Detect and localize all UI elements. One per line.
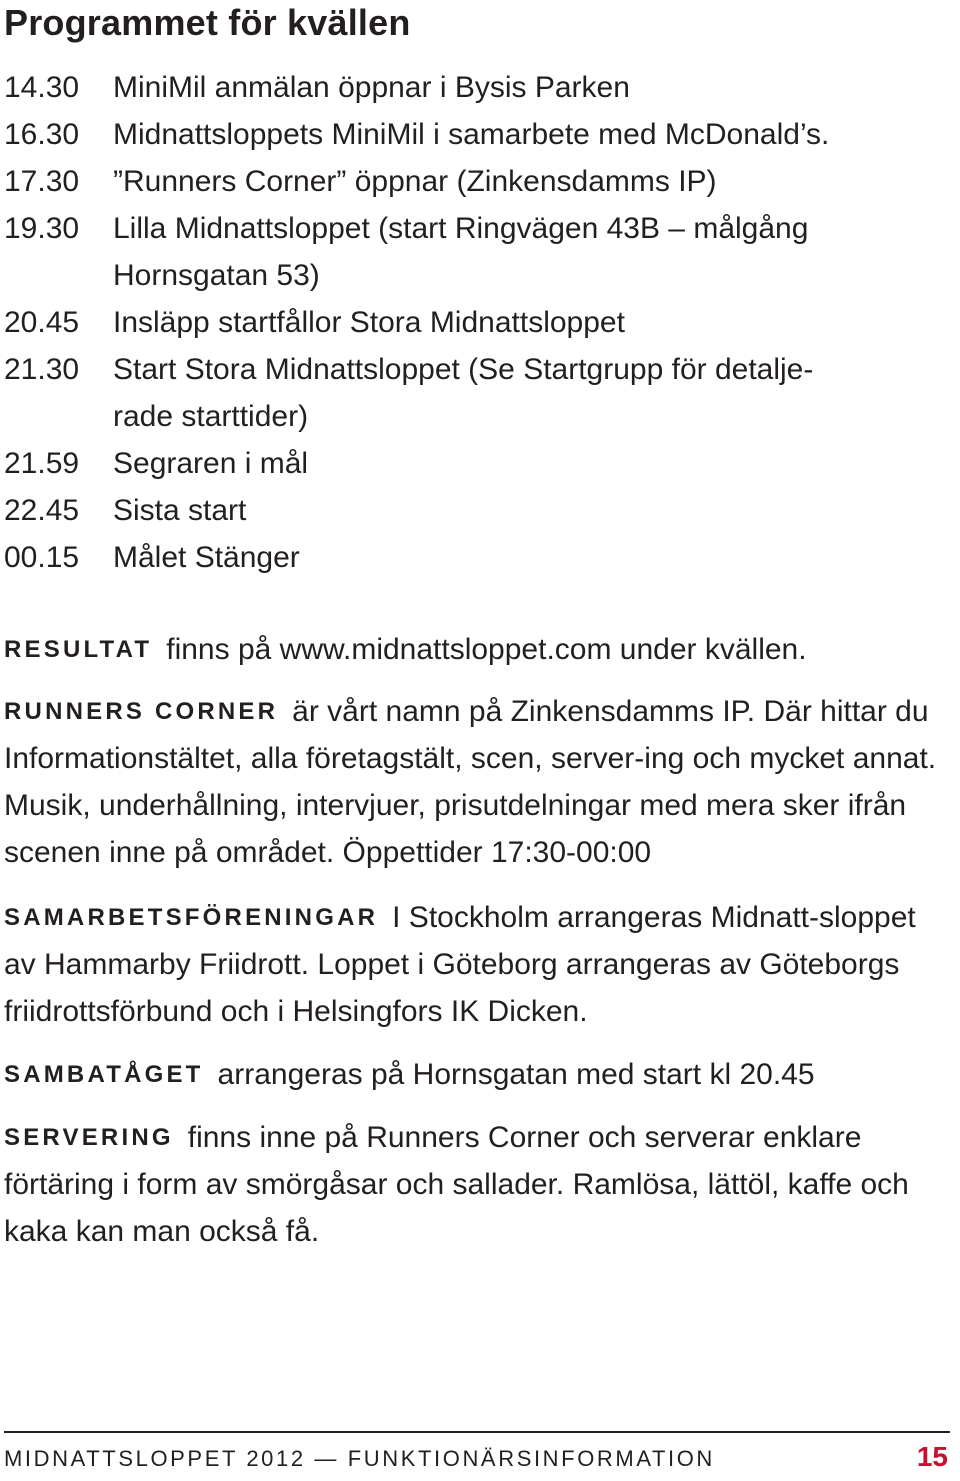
schedule-item [4,534,954,581]
footer-row [4,1441,950,1473]
info-sections [4,626,954,1255]
section-text: arrangeras på Hornsgatan med start kl 20.45 [217,1058,815,1091]
schedule-time: 17.30 [4,165,80,198]
schedule-item [4,487,954,534]
schedule-description: Målet Stänger [113,541,300,574]
schedule-time: 19.30 [4,212,80,245]
schedule-time: 00.15 [4,541,80,574]
schedule-description: ”Runners Corner” öppnar (Zinkensdamms IP) [113,165,717,198]
footer-title: MIDNATTSLOPPET 2012 — FUNKTIONÄRSINFORMATION [4,1446,715,1471]
section-servering [4,1114,954,1255]
schedule-time: 21.30 [4,353,80,386]
page-title: Programmet för kvällen [4,2,411,43]
page-number: 15 [916,1441,948,1472]
document-page [4,0,954,1255]
schedule-item [4,64,954,111]
section-text: är vårt namn på Zinkensdamms IP. Där hittar du Informationstältet, alla företagstält, scen, server-ing och mycket annat. Musik, underhållning, intervjuer, prisutdelningar med mera sker ifrån scenen inne på området. Öppettider 17:30-00:00 [4,695,937,869]
schedule-description: MiniMil anmälan öppnar i Bysis Parken [113,71,630,104]
schedule-item [4,158,954,205]
section-heading: RESULTAT [4,636,153,663]
section-sambataget [4,1051,954,1098]
schedule-description: Lilla Midnattsloppet (start Ringvägen 43B – målgång Hornsgatan 53) [113,212,809,292]
schedule-description: Sista start [113,494,247,527]
section-heading: SERVERING [4,1124,174,1151]
schedule-item [4,346,954,440]
section-text: I Stockholm arrangeras Midnatt-sloppet av Hammarby Friidrott. Loppet i Göteborg arrangeras av Göteborgs friidrottsförbund och i Helsingfors IK Dicken. [4,901,916,1028]
schedule-description: Insläpp startfållor Stora Midnattsloppet [113,306,625,339]
schedule-time: 20.45 [4,306,80,339]
schedule-item [4,440,954,487]
section-text: finns inne på Runners Corner och serverar enklare förtäring i form av smörgåsar och sallader. Ramlösa, lättöl, kaffe och kaka kan man också få. [4,1121,909,1248]
section-runners-corner [4,688,954,876]
schedule-time: 14.30 [4,71,80,104]
section-heading: SAMBATÅGET [4,1061,204,1088]
section-text: finns på www.midnattsloppet.com under kvällen. [166,633,807,666]
schedule-time: 22.45 [4,494,80,527]
section-samarbetsforeningar [4,894,954,1035]
schedule-description: Midnattsloppets MiniMil i samarbete med McDonald’s. [113,118,830,151]
section-heading: SAMARBETSFÖRENINGAR [4,904,379,931]
section-resultat [4,626,954,673]
schedule-item [4,299,954,346]
page-footer [4,1431,950,1473]
schedule-description: Start Stora Midnattsloppet (Se Startgrupp för detalje- rade starttider) [113,353,814,433]
schedule-list [4,64,954,581]
schedule-item [4,111,954,158]
section-heading: RUNNERS CORNER [4,698,279,725]
schedule-time: 21.59 [4,447,80,480]
schedule-item [4,205,954,299]
schedule-description: Segraren i mål [113,447,309,480]
schedule-time: 16.30 [4,118,80,151]
